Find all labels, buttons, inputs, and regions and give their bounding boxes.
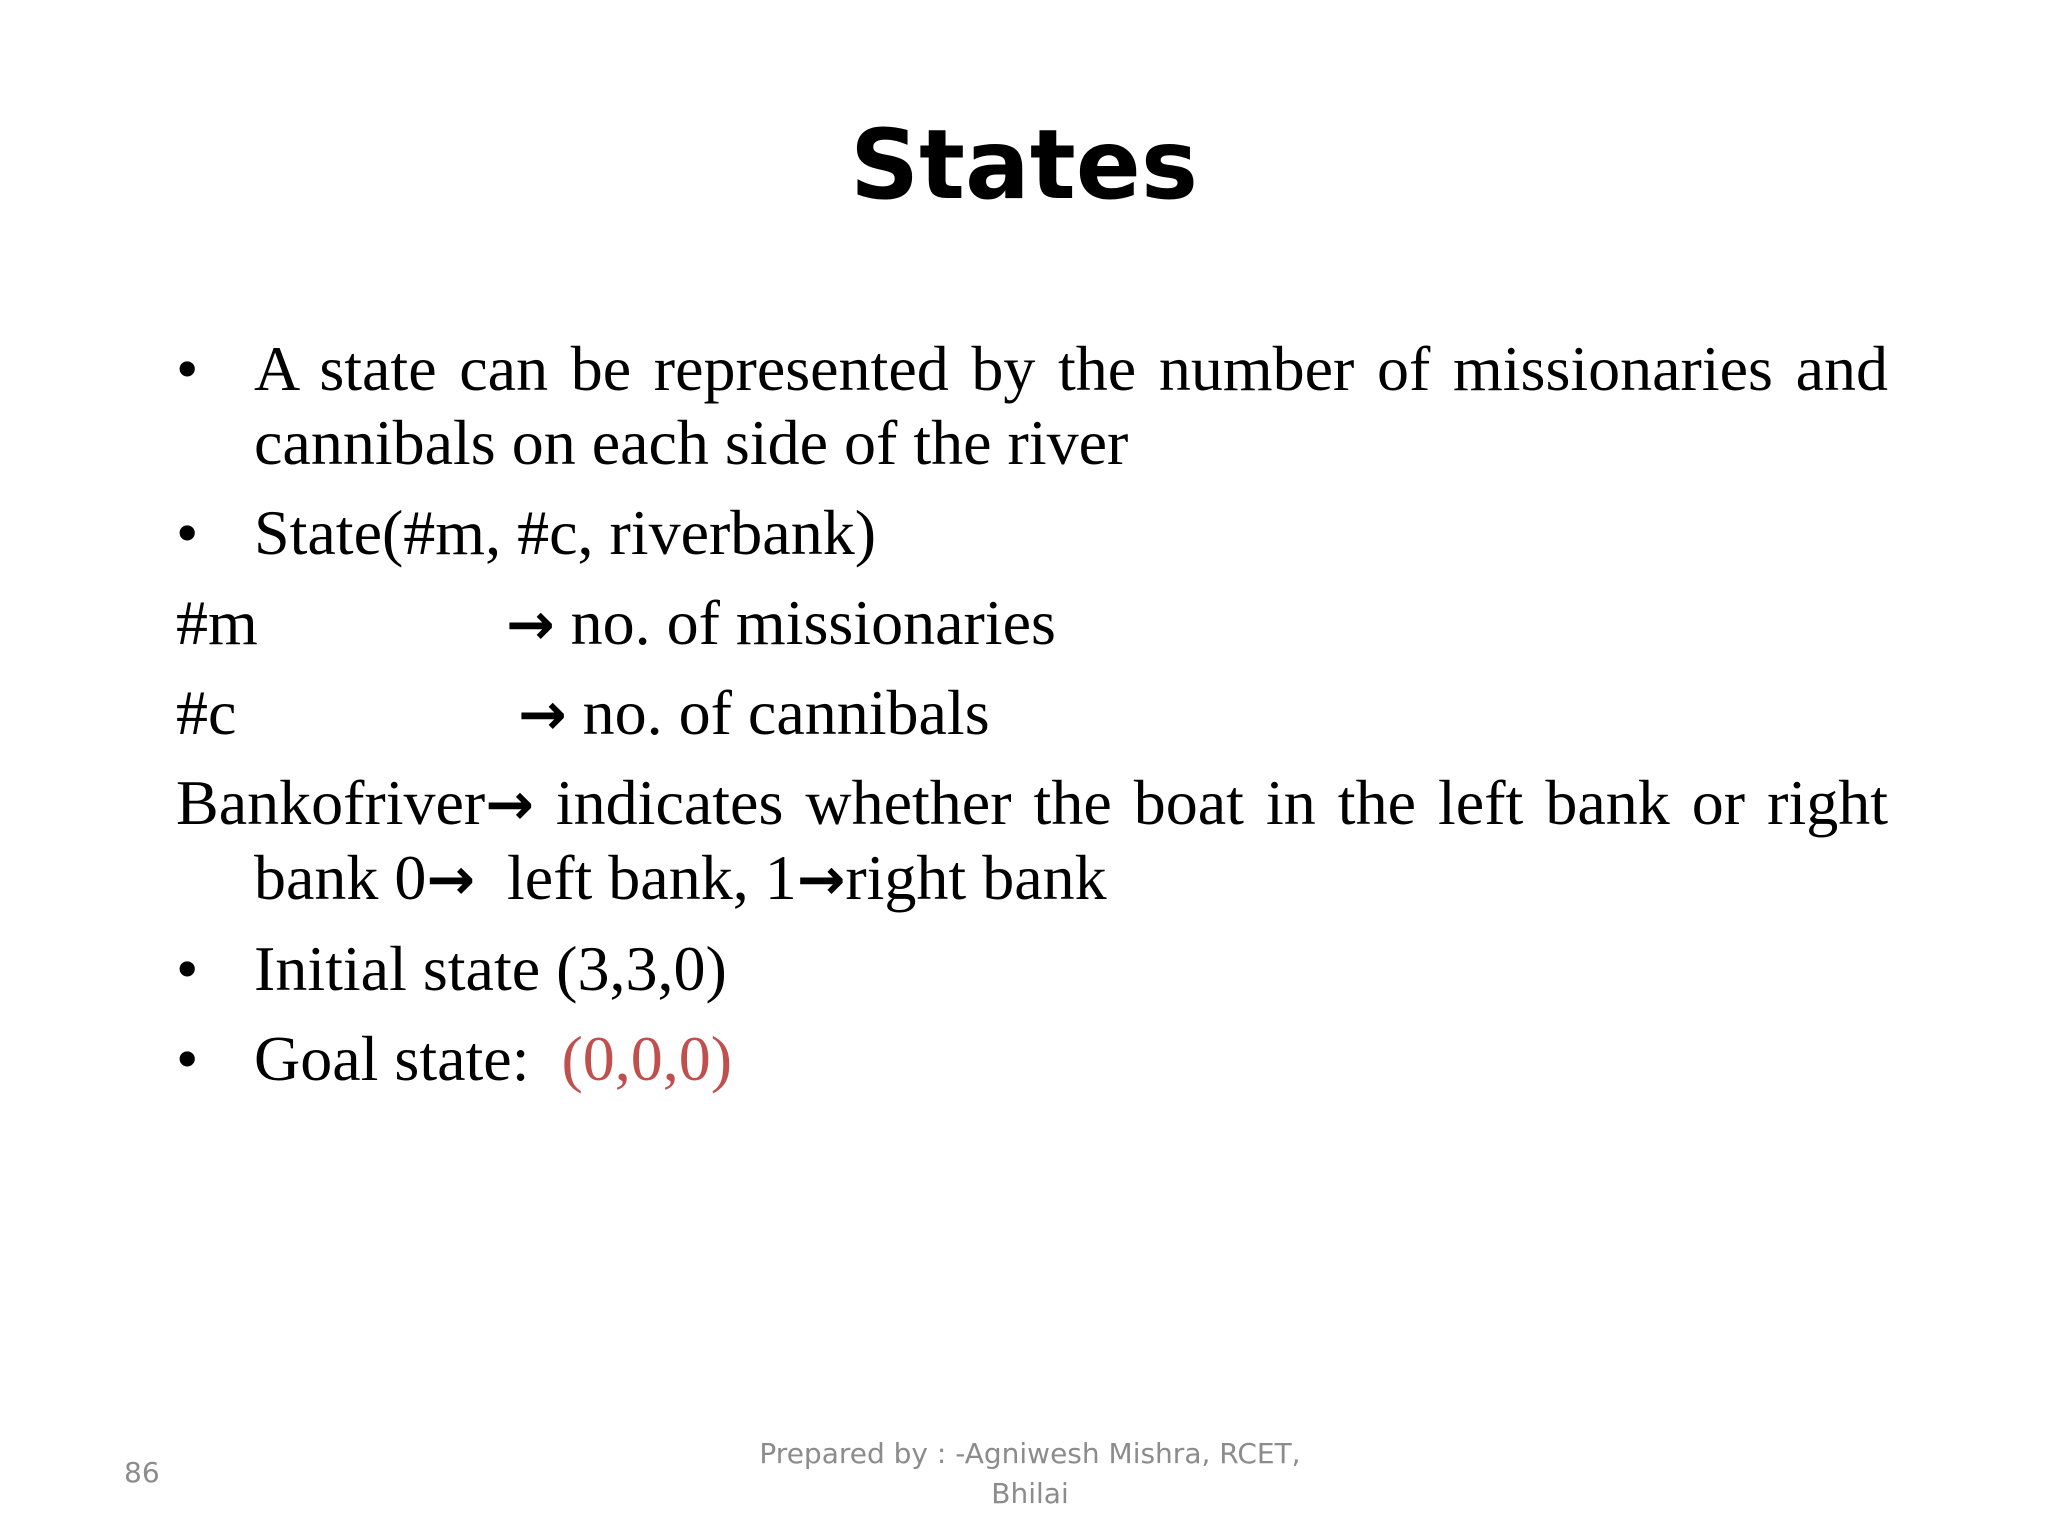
definition-description: indicates whether the boat in the left bank or right bank 0 <box>254 767 1889 913</box>
bullet-text: A state can be represented by the number of missionaries and cannibals on each side of the river <box>254 333 1888 478</box>
definition-term: #c <box>176 677 237 748</box>
definition-row <box>176 586 1888 660</box>
bullet-item <box>176 332 1888 480</box>
definition-description: → no. of cannibals <box>518 677 990 748</box>
right-bank-label: right bank <box>845 842 1107 913</box>
goal-state-value: (0,0,0) <box>561 1023 733 1094</box>
definition-description: → no. of missionaries <box>506 587 1056 658</box>
slide-body <box>176 332 1888 1112</box>
left-bank-label: left bank, 1 <box>507 842 797 913</box>
page-number: 86 <box>124 1456 160 1489</box>
bullet-text: State(#m, #c, riverbank) <box>254 497 876 568</box>
arrow-right-icon: → <box>485 770 534 838</box>
definition-row <box>176 676 1888 750</box>
bullet-icon: • <box>176 1023 199 1094</box>
slide-title: States <box>850 109 1198 221</box>
bullet-item <box>176 496 1888 570</box>
initial-state-text: Initial state (3,3,0) <box>254 933 727 1004</box>
bullet-item <box>176 1022 1888 1096</box>
definition-term: Bankofriver <box>176 767 486 838</box>
bank-of-river-definition <box>176 766 1888 916</box>
arrow-right-icon: → <box>796 845 846 913</box>
goal-state-label: Goal state: <box>254 1023 530 1094</box>
bullet-item <box>176 932 1888 1006</box>
footer-credit-line: Bhilai <box>991 1477 1069 1510</box>
arrow-right-icon: → <box>518 680 567 748</box>
bullet-icon: • <box>176 933 199 1004</box>
footer-credit-line: Prepared by : -Agniwesh Mishra, RCET, <box>759 1437 1301 1470</box>
arrow-right-icon: → <box>506 590 555 658</box>
footer-credit <box>700 1434 1360 1514</box>
definition-term: #m <box>176 587 258 658</box>
bullet-icon: • <box>176 497 199 568</box>
bullet-icon: • <box>176 333 199 404</box>
arrow-right-icon: → <box>426 845 476 913</box>
